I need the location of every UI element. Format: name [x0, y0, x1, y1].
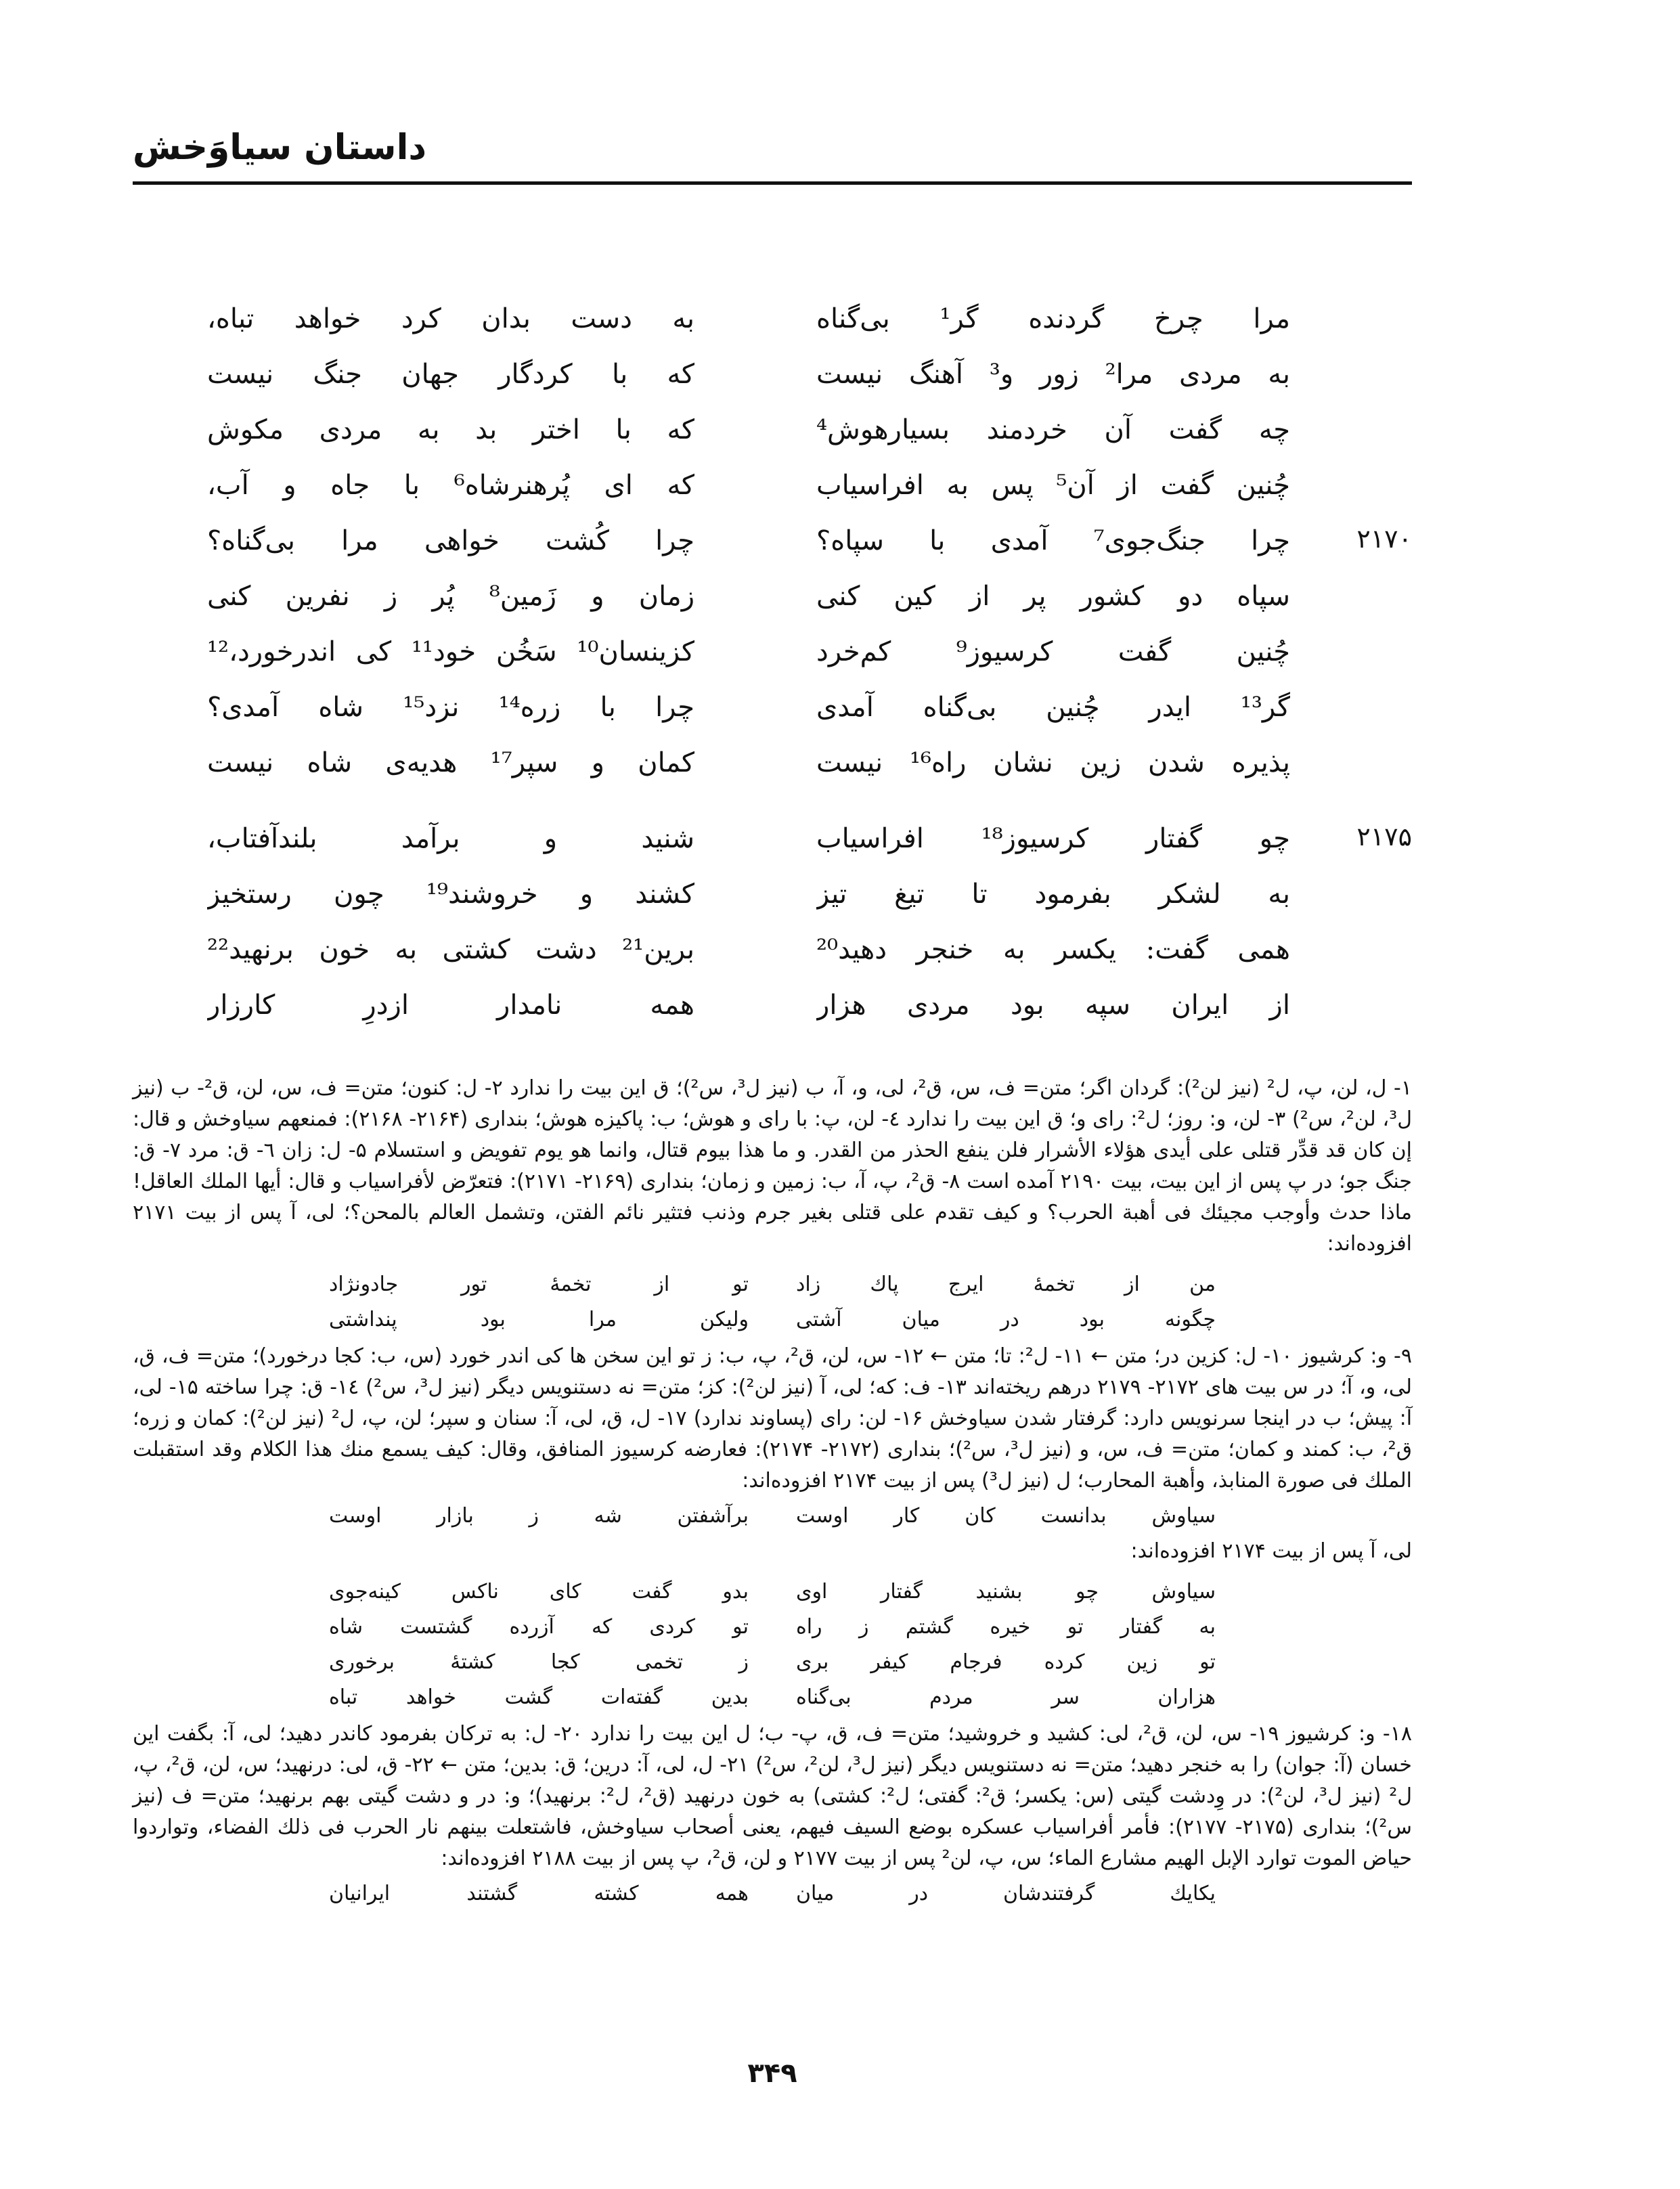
verse-row	[133, 686, 1412, 742]
first-hemistich: گر¹³ ایدر چُنین بی‌گناه آمدی	[816, 692, 1290, 723]
footnote-verse-row	[133, 1682, 1412, 1713]
second-hemistich: بدین گفته‌ات گشت خواهد تباه	[329, 1685, 749, 1709]
first-hemistich: سیاوش بدانست کان کار اوست	[796, 1504, 1216, 1528]
second-hemistich: همه کشته گشتند ایرانیان	[329, 1882, 749, 1905]
second-hemistich: همه نامدار ازدرِ کارزار	[207, 990, 694, 1021]
verse-row	[133, 575, 1412, 631]
first-hemistich: هزاران سر مردم بی‌گناه	[796, 1685, 1216, 1709]
verse-row	[133, 742, 1412, 797]
first-hemistich: از ایران سپه بود مردی هزار	[816, 990, 1290, 1021]
footnote-verse-row	[133, 1269, 1412, 1300]
first-hemistich: سیاوش چو بشنید گفتار اوی	[796, 1580, 1216, 1604]
footnote-paragraph: ۹- و: کرشیوز ۱۰- ل: کزین در؛ متن ← ۱۱- ل²: تا؛ متن ← ۱۲- س، لن، ق²، پ، ب: ز تو این سخن ها کی اندر خورد (س، ب: کجا درخورد)؛ متن= ف، ق، لی، و، آ؛ در س بیت های ۲۱۷۲- ۲۱۷۹ درهم ریخته‌اند ۱۳- ف: که؛ لی، آ (نیز لن²): کز؛ متن= نه دستنویس دیگر (نیز ل³، س²) ١٤- ق: چرا ساخته ۱۵- لی، آ: پیش؛ ب در اینجا سرنویس دارد: گرفتار شدن سیاوخش ۱۶- لن: رای (پساوند ندارد) ۱۷- ل، ق، لی، آ: سنان و سپر؛ لن، پ، ل² (نیز لن²): کمان و زره؛ ق²، ب: کمند و کمان؛ متن= ف، س، و (نیز ل³، س²)؛ بنداری (۲۱۷۲- ۲۱۷۴): فعارضه کرسیوز المنافق، وقال: کیف یسمع منك هذا الكلام وقد استقبلت الملك فی صورة المنابذ، وأهبة المحارب؛ ل (نیز ل³) پس از بیت ۲۱۷۴ افزوده‌اند:	[133, 1344, 1413, 1492]
footnote-verse-row	[133, 1647, 1412, 1678]
second-hemistich: کشند و خروشند¹⁹ چون رستخیز	[207, 879, 694, 910]
verse-row	[133, 464, 1412, 520]
book-page	[133, 0, 1412, 2189]
first-hemistich: مرا چرخ گردنده گر¹ بی‌گناه	[816, 303, 1290, 334]
second-hemistich: تو از تخمهٔ تور جادونژاد	[329, 1273, 749, 1296]
verse-number: ۲۱۷۵	[1356, 822, 1412, 852]
second-hemistich: که با اختر بد به مردی مکوش	[207, 414, 694, 445]
first-hemistich: من از تخمهٔ ایرج پاك زاد	[796, 1273, 1216, 1296]
verse-row	[133, 929, 1412, 984]
second-hemistich: زمان و زَمین⁸ پُر ز نفرین کنی	[207, 581, 694, 612]
verse-row	[133, 353, 1412, 409]
first-hemistich: سپاه دو کشور پر از کین کنی	[816, 581, 1290, 612]
second-hemistich: ولیکن مرا بود پنداشتی	[329, 1308, 749, 1331]
verse-row	[133, 409, 1412, 464]
footnote-verse-row	[133, 1304, 1412, 1335]
first-hemistich: به لشکر بفرمود تا تیغ تیز	[816, 879, 1290, 910]
footnotes	[133, 1073, 1412, 1914]
footnote-verse-row	[133, 1576, 1412, 1608]
second-hemistich: کزینسان¹⁰ سَخُن خود¹¹ کی اندرخورد،¹²	[207, 636, 694, 667]
verse-group-2	[133, 818, 1412, 1040]
verse-row	[133, 818, 1412, 873]
poem-verses	[133, 298, 1412, 1040]
verse-group-1	[133, 298, 1412, 797]
page-number: ۳۴۹	[747, 2058, 797, 2089]
verse-row	[133, 873, 1412, 929]
running-header-title: داستان سیاوَخش	[133, 127, 427, 168]
footnote-inset-verses	[133, 1269, 1412, 1335]
first-hemistich: چرا جنگ‌جوی⁷ آمدی با سپاه؟	[816, 525, 1290, 556]
footnote-paragraph: لی، آ پس از بیت ۲۱۷۴ افزوده‌اند:	[1130, 1539, 1412, 1563]
footnote-verse-row	[133, 1501, 1412, 1532]
first-hemistich: به گفتار تو خیره گشتم ز راه	[796, 1615, 1216, 1639]
second-hemistich: بدو گفت کای ناکس کینه‌جوی	[329, 1580, 749, 1604]
verse-row	[133, 520, 1412, 575]
verse-number: ۲۱۷۰	[1356, 524, 1412, 554]
footnote-verse-row	[133, 1878, 1412, 1909]
second-hemistich: برآشفتن شه ز بازار اوست	[329, 1504, 749, 1528]
verse-row	[133, 298, 1412, 353]
first-hemistich: چگونه بود در میان آشتی	[796, 1308, 1216, 1331]
verse-row	[133, 631, 1412, 686]
footnote-paragraph: ۱۸- و: کرشیوز ۱۹- س، لن، ق²، لی: کشید و خروشید؛ متن= ف، ق، پ- ب؛ ل این بیت را ندارد ۲۰- ل: به ترکان بفرمود کاندر دهید؛ لی، آ: بگفت این خسان (آ: جوان) را به خنجر دهید؛ متن= نه دستنویس دیگر (نیز ل³، لن²، س²) ۲۱- ل، لی، آ: درین؛ ق: بدین؛ متن ← ۲۲- ق، لی: درنهید؛ س، لن، ق²، پ، ل² (نیز ل³، لن²): در وِدشت گیتی (س: یکسر؛ ق²: گفتی؛ ل²: کشتی) به خون درنهید (ق²، ل²: برنهید)؛ و: در و دشت گیتی بهم برنهید؛ متن= ف (نیز س²)؛ بنداری (۲۱۷۵- ۲۱۷۷): فأمر أفراسیاب عسکره بوضع السیف فیهم، یعنی أصحاب سیاوخش، فاشتعلت بینهم نار الحرب فی ذلك الفضاء، وتواردوا حیاض الموت توارد الإبل الهیم مشارع الماء؛ س، پ، لن² پس از بیت ۲۱۷۷ و لن، ق²، پ پس از بیت ۲۱۸۸ افزوده‌اند:	[133, 1722, 1413, 1870]
second-hemistich: چرا با زره¹⁴ نزد¹⁵ شاه آمدی؟	[207, 692, 694, 723]
header-rule	[133, 181, 1412, 185]
first-hemistich: چُنین گفت کرسیوز⁹ کم‌خرد	[816, 636, 1290, 667]
verse-group-gap	[133, 797, 1412, 818]
first-hemistich: پذیره شدن زین نشان راه¹⁶ نیست	[816, 747, 1290, 778]
second-hemistich: تو کردی که آزرده گشتست شاه	[329, 1615, 749, 1639]
first-hemistich: چُنین گفت از آن⁵ پس به افراسیاب	[816, 470, 1290, 501]
first-hemistich: تو زین کرده فرجام کیفر بری	[796, 1650, 1216, 1674]
verse-row	[133, 984, 1412, 1040]
footnote-inset-verses	[133, 1576, 1412, 1713]
second-hemistich: شنید و برآمد بلندآفتاب،	[207, 823, 694, 854]
footnote-verse-row	[133, 1612, 1412, 1643]
second-hemistich: کمان و سپر¹⁷ هدیه‌ی شاه نیست	[207, 747, 694, 778]
first-hemistich: همی گفت: یکسر به خنجر دهید²⁰	[816, 934, 1290, 965]
second-hemistich: چرا کُشت خواهی مرا بی‌گناه؟	[207, 525, 694, 556]
first-hemistich: یکایك گرفتندشان در میان	[796, 1882, 1216, 1905]
second-hemistich: برین²¹ دشت کشتی به خون برنهید²²	[207, 934, 694, 965]
second-hemistich: که با کردگار جهان جنگ نیست	[207, 359, 694, 390]
footnote-paragraph: ۱- ل، لن، پ، ل² (نیز لن²): گردان اگر؛ متن= ف، س، ق²، لی، و، آ، ب (نیز ل³، س²)؛ ق این بیت را ندارد ۲- ل: کنون؛ متن= ف، س، لن، ق²- ب (نیز ل³، لن²، س²) ۳- لن، و: روز؛ ل²: رای و؛ ق این بیت را ندارد ٤- لن، پ: با رای و هوش؛ ب: پاکیزه هوش؛ بنداری (۲۱۶۴- ۲۱۶۸): فمنعهم سیاوخش و قال: إن كان قد قدِّر قتلی علی أیدی هؤلاء الأشرار فلن ینفع الحذر من القدر. و ما هذا بیوم قتال، وانما هو یوم تفویض و استسلام ۵- ل: زان ٦- ق: مرد ۷- ق: جنگ جو؛ در پ پس از این بیت، بیت ۲۱۹۰ آمده است ۸- ق²، پ، آ، ب: زمین و زمان؛ بنداری (۲۱۶۹- ۲۱۷۱): فتعرّض لأفراسیاب و قال: أیها الملك العاقل! ماذا حدث وأوجب مجیئك فی أهبة الحرب؟ و كیف تقدم علی قتلی بغیر جرم وذنب فتثیر نائم الفتن، وتشمل العالم بالمحن؟؛ لی، آ پس از بیت ۲۱۷۱ افزوده‌اند:	[133, 1076, 1413, 1256]
first-hemistich: چه گفت آن خردمند بسیارهوش⁴	[816, 414, 1290, 445]
first-hemistich: چو گفتار کرسیوز¹⁸ افراسیاب	[816, 823, 1290, 854]
second-hemistich: ز تخمی کجا کشتهٔ برخوری	[329, 1650, 749, 1674]
second-hemistich: که ای پُرهنرشاه⁶ با جاه و آب،	[207, 470, 694, 501]
second-hemistich: به دست بدان کرد خواهد تباه،	[207, 303, 694, 334]
first-hemistich: به مردی مرا² زور و³ آهنگ نیست	[816, 359, 1290, 390]
